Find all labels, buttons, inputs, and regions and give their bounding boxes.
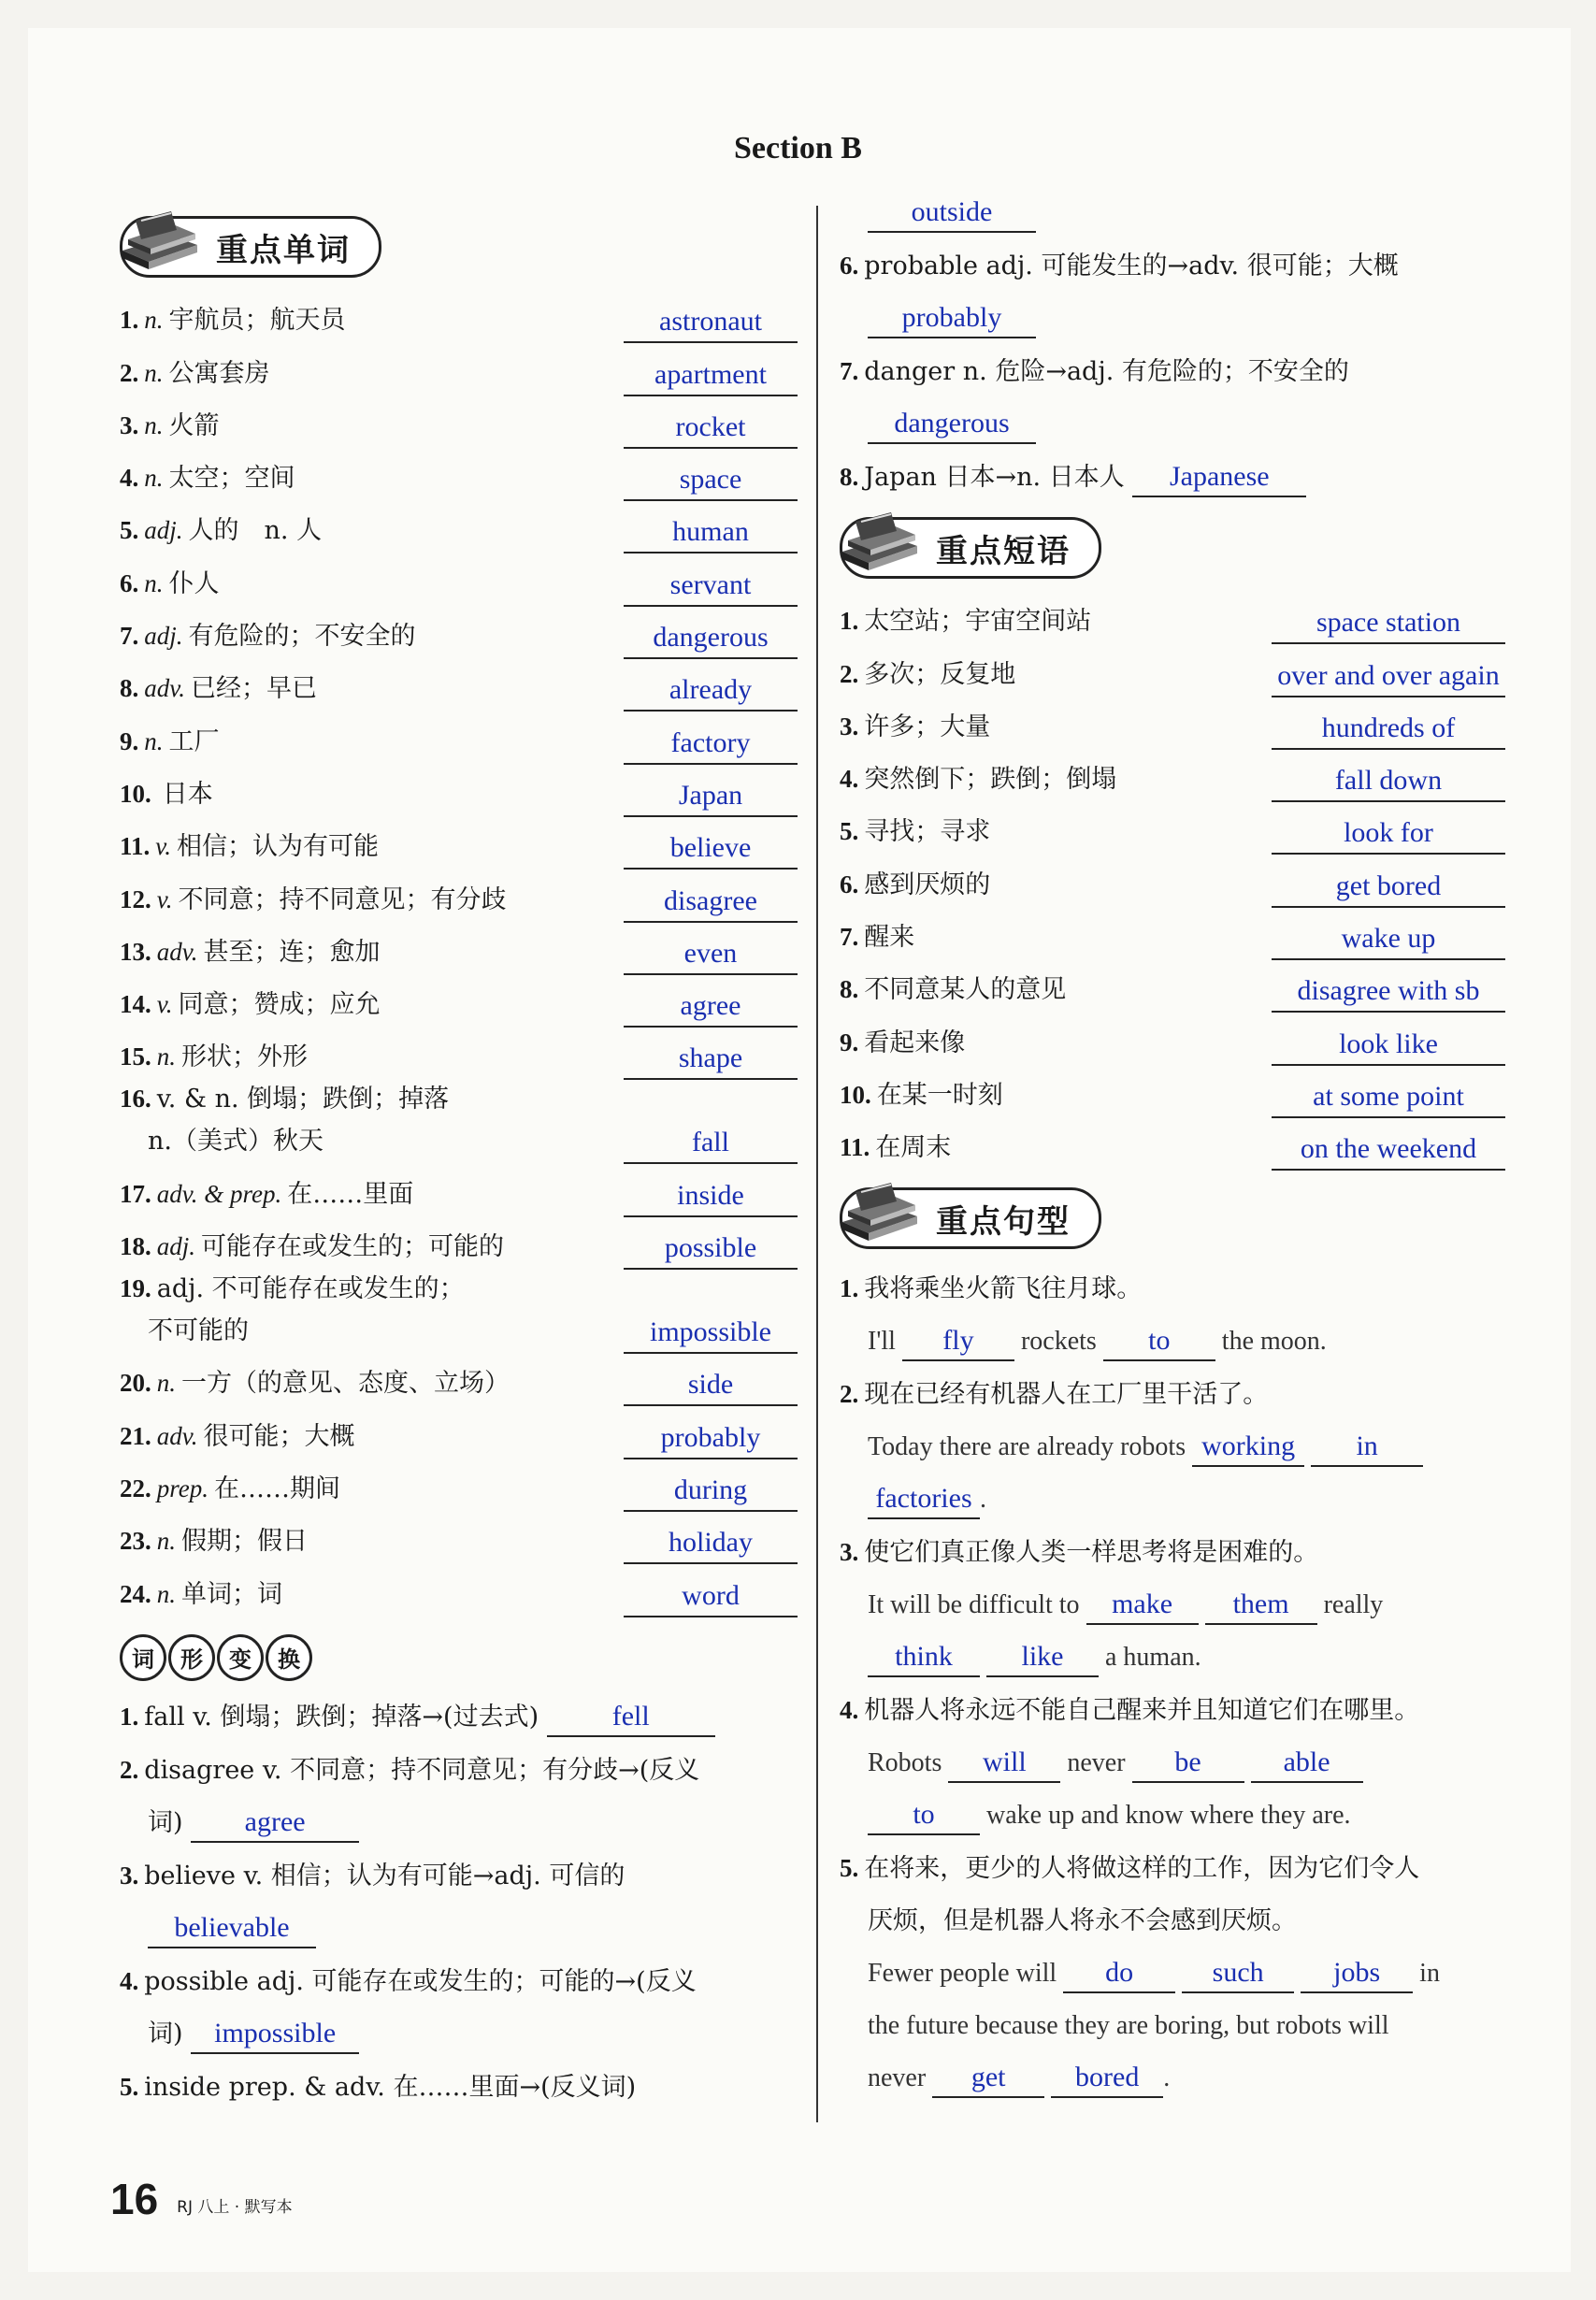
word-label: 18. adj. 可能存在或发生的；可能的 xyxy=(120,1232,505,1262)
word-row xyxy=(120,712,798,764)
word-answer: agree xyxy=(624,990,798,1028)
phrase-row xyxy=(840,1066,1505,1118)
phrase-answer: hundreds of xyxy=(1272,712,1505,750)
sentence-answer: working xyxy=(1192,1428,1304,1467)
books-icon xyxy=(837,1179,923,1248)
transform-item: 5. inside prep. & adv. 在……里面→(反义词) xyxy=(120,2072,637,2102)
transform-item: 2. disagree v. 不同意；持不同意见；有分歧→(反义 xyxy=(120,1755,700,1785)
word-row xyxy=(120,343,798,395)
phrase-row xyxy=(840,908,1505,960)
word-label: 10. 日本 xyxy=(120,779,213,809)
sentence-answer: in xyxy=(1311,1428,1423,1467)
footer-label: RJ 八上 · 默写本 xyxy=(177,2198,293,2217)
phrase-label: 9. 看起来像 xyxy=(840,1028,966,1057)
transform-item xyxy=(840,293,1505,345)
sentence-answer: do xyxy=(1063,1954,1175,1993)
word-answer: believe xyxy=(624,832,798,870)
sentence-answer: fly xyxy=(902,1322,1014,1361)
phrase-row xyxy=(840,750,1505,802)
word-answer: during xyxy=(624,1474,798,1512)
word-answer: disagree xyxy=(624,885,798,923)
word-answer: side xyxy=(624,1369,798,1406)
transform-item: 3. believe v. 相信；认为有可能→adj. 可信的 xyxy=(120,1861,625,1890)
word-label: 21. adv. 很可能；大概 xyxy=(120,1421,355,1451)
word-answer: human xyxy=(624,516,798,553)
phrases-header xyxy=(840,511,1505,584)
word-row xyxy=(120,923,798,975)
word-row xyxy=(120,870,798,922)
word-answer: servant xyxy=(624,569,798,607)
sentences-header xyxy=(840,1182,1505,1255)
word-answer: probably xyxy=(624,1422,798,1459)
phrase-row xyxy=(840,960,1505,1013)
phrase-answer: look for xyxy=(1272,817,1505,855)
word-row xyxy=(120,1512,798,1564)
word-label: 13. adv. 甚至；连；愈加 xyxy=(120,937,381,967)
word-row xyxy=(120,1564,798,1617)
column-divider xyxy=(816,206,818,2122)
words-list-3 xyxy=(120,1354,798,1617)
transform-header xyxy=(120,1625,798,1690)
words-header xyxy=(120,210,798,283)
word-row xyxy=(120,396,798,449)
word-row xyxy=(120,1217,798,1270)
word-label: 15. n. 形状；外形 xyxy=(120,1042,308,1072)
word-row xyxy=(120,449,798,501)
word-row xyxy=(120,607,798,659)
phrase-answer: at some point xyxy=(1272,1081,1505,1118)
sentence-answer: jobs xyxy=(1301,1954,1413,1993)
phrase-answer: wake up xyxy=(1272,923,1505,960)
words-list xyxy=(120,291,798,1080)
phrase-row xyxy=(840,1118,1505,1171)
word-16-answer: fall xyxy=(624,1127,798,1164)
word-label: 4. n. 太空；空间 xyxy=(120,464,295,494)
word-label: 6. n. 仆人 xyxy=(120,568,220,598)
sentence-answer: them xyxy=(1205,1586,1317,1625)
transform-answer: impossible xyxy=(191,2015,359,2054)
word-answer: word xyxy=(624,1580,798,1617)
word-row xyxy=(120,659,798,712)
page-number: 16 xyxy=(110,2175,159,2223)
phrase-label: 7. 醒来 xyxy=(840,923,915,953)
phrase-row xyxy=(840,802,1505,855)
sentence-answer: able xyxy=(1251,1744,1363,1783)
page-footer xyxy=(110,2174,293,2224)
word-label: 14. v. 同意；赞成；应允 xyxy=(120,990,381,1020)
phrases-header-pill xyxy=(840,517,1101,579)
word-label: 3. n. 火箭 xyxy=(120,410,220,440)
transform-char-4: 换 xyxy=(266,1634,312,1681)
transform-answer: probably xyxy=(868,299,1036,338)
transform-answer: believable xyxy=(148,1909,316,1948)
word-answer: inside xyxy=(624,1180,798,1217)
word-answer: already xyxy=(624,674,798,712)
word-19-line1: 19. adj. 不可能存在或发生的； xyxy=(120,1274,465,1304)
transform-item: 词) agree xyxy=(120,1797,798,1849)
word-answer: apartment xyxy=(624,359,798,396)
word-answer: possible xyxy=(624,1232,798,1270)
page-title: Section B xyxy=(734,131,862,165)
transform-list-left xyxy=(120,1690,798,2114)
word-row xyxy=(120,501,798,553)
word-label: 9. n. 工厂 xyxy=(120,726,220,756)
transform-char-1: 词 xyxy=(120,1634,166,1681)
phrase-answer: on the weekend xyxy=(1272,1133,1505,1171)
word-row xyxy=(120,1028,798,1080)
phrase-row xyxy=(840,697,1505,750)
left-column xyxy=(120,210,798,2114)
books-icon xyxy=(837,509,923,578)
word-label: 7. adj. 有危险的；不安全的 xyxy=(120,622,416,652)
sentence-4: 4. 机器人将永远不能自己醒来并且知道它们在哪里。 Robots will never be able to wake up and know where they are. xyxy=(840,1684,1505,1842)
word-answer: factory xyxy=(624,727,798,765)
words-header-label: 重点单词 xyxy=(216,231,351,269)
transform-answer: outside xyxy=(868,194,1036,233)
sentence-answer: such xyxy=(1182,1954,1294,1993)
word-label: 17. adv. & prep. 在……里面 xyxy=(120,1179,414,1209)
sentence-answer: make xyxy=(1086,1586,1199,1625)
sentences-header-pill xyxy=(840,1187,1101,1249)
transform-item: 4. possible adj. 可能存在或发生的；可能的→(反义 xyxy=(120,1966,697,1996)
transform-answer: agree xyxy=(191,1804,359,1843)
sentence-2: 2. 现在已经有机器人在工厂里干活了。 Today there are already robots working in factories . xyxy=(840,1368,1505,1526)
word-19 xyxy=(120,1270,798,1354)
sentence-answer: be xyxy=(1132,1744,1244,1783)
transform-item: 1. fall v. 倒塌；跌倒；掉落→(过去式) fell xyxy=(120,1690,798,1744)
sentence-answer: bored xyxy=(1051,2059,1163,2098)
word-row xyxy=(120,817,798,870)
transform-answer: dangerous xyxy=(868,405,1036,444)
transform-answer: fell xyxy=(547,1698,715,1737)
sentences-list xyxy=(840,1262,1505,2105)
sentence-3: 3. 使它们真正像人类一样思考将是困难的。 It will be difficult to make them really think like a human. xyxy=(840,1526,1505,1684)
word-label: 5. adj. 人的 n. 人 xyxy=(120,516,323,546)
word-label: 24. n. 单词；词 xyxy=(120,1579,282,1609)
transform-answer: Japanese xyxy=(1132,458,1306,497)
transform-char-2: 形 xyxy=(168,1634,215,1681)
phrases-header-label: 重点短语 xyxy=(936,532,1071,570)
sentence-5: 5. 在将来，更少的人将做这样的工作，因为它们令人 厌烦，但是机器人将永不会感到厌烦。 Fewer people will do such jobs in the future because they are boring, but robots will never get bored . xyxy=(840,1842,1505,2105)
phrase-label: 1. 太空站；宇宙空间站 xyxy=(840,607,1092,637)
transform-item xyxy=(840,398,1505,451)
word-16-line1: 16. v. & n. 倒塌；跌倒；掉落 xyxy=(120,1085,450,1114)
sentences-header-label: 重点句型 xyxy=(936,1202,1071,1241)
sentence-answer: like xyxy=(986,1638,1099,1677)
word-label: 23. n. 假期；假日 xyxy=(120,1527,308,1557)
transform-item: 8. Japan 日本→n. 日本人 Japanese xyxy=(840,451,1505,504)
phrase-label: 5. 寻找；寻求 xyxy=(840,817,991,847)
phrase-label: 11. 在周末 xyxy=(840,1133,952,1163)
word-answer: Japan xyxy=(624,780,798,817)
word-19-answer: impossible xyxy=(624,1316,798,1354)
word-answer: even xyxy=(624,938,798,975)
transform-list-right xyxy=(840,187,1505,504)
word-answer: holiday xyxy=(624,1527,798,1564)
phrase-row xyxy=(840,592,1505,644)
word-row xyxy=(120,1459,798,1512)
phrase-answer: space station xyxy=(1272,607,1505,644)
word-row xyxy=(120,765,798,817)
phrases-list xyxy=(840,592,1505,1171)
phrase-answer: fall down xyxy=(1272,765,1505,802)
word-row xyxy=(120,1164,798,1216)
phrase-label: 4. 突然倒下；跌倒；倒塌 xyxy=(840,765,1117,795)
word-row xyxy=(120,1406,798,1459)
word-row xyxy=(120,975,798,1028)
phrase-answer: get bored xyxy=(1272,870,1505,908)
transform-item xyxy=(120,1903,798,1955)
word-answer: shape xyxy=(624,1042,798,1080)
sentence-answer: get xyxy=(932,2059,1044,2098)
word-row xyxy=(120,553,798,606)
word-answer: dangerous xyxy=(624,622,798,659)
sentence-answer: to xyxy=(868,1796,980,1835)
books-icon xyxy=(117,208,203,277)
sentence-answer: factories xyxy=(868,1480,980,1519)
phrase-answer: over and over again xyxy=(1272,660,1505,697)
word-answer: astronaut xyxy=(624,306,798,343)
sentence-answer: think xyxy=(868,1638,980,1677)
word-label: 2. n. 公寓套房 xyxy=(120,358,270,388)
word-answer: space xyxy=(624,464,798,501)
word-label: 8. adv. 已经；早已 xyxy=(120,674,317,704)
phrase-label: 2. 多次；反复地 xyxy=(840,659,1016,689)
phrase-label: 6. 感到厌烦的 xyxy=(840,870,991,899)
word-row xyxy=(120,291,798,343)
word-16-line2: n.（美式）秋天 xyxy=(148,1127,324,1157)
transform-char-3: 变 xyxy=(217,1634,264,1681)
transform-item: 6. probable adj. 可能发生的→adv. 很可能；大概 xyxy=(840,252,1399,280)
phrase-row xyxy=(840,644,1505,697)
phrase-answer: disagree with sb xyxy=(1272,975,1505,1013)
phrase-answer: look like xyxy=(1272,1028,1505,1066)
phrase-label: 10. 在某一时刻 xyxy=(840,1080,1003,1110)
phrase-label: 3. 许多；大量 xyxy=(840,712,991,741)
sentence-answer: to xyxy=(1103,1322,1215,1361)
word-label: 20. n. 一方（的意见、态度、立场） xyxy=(120,1369,510,1399)
phrase-label: 8. 不同意某人的意见 xyxy=(840,975,1067,1005)
word-label: 1. n. 宇航员；航天员 xyxy=(120,306,346,336)
word-19-line2: 不可能的 xyxy=(148,1316,249,1346)
words-list-2 xyxy=(120,1164,798,1270)
phrase-row xyxy=(840,1013,1505,1065)
transform-item xyxy=(840,187,1505,239)
words-header-pill xyxy=(120,216,381,278)
sentence-1: 1. 我将乘坐火箭飞往月球。 I'll fly rockets to the moon. xyxy=(840,1262,1505,1368)
word-16 xyxy=(120,1080,798,1164)
transform-item: 7. danger n. 危险→adj. 有危险的；不安全的 xyxy=(840,357,1349,386)
sentence-answer: will xyxy=(948,1744,1060,1783)
word-label: 22. prep. 在……期间 xyxy=(120,1473,340,1503)
word-answer: rocket xyxy=(624,411,798,449)
transform-item: 词) impossible xyxy=(120,2008,798,2061)
word-label: 12. v. 不同意；持不同意见；有分歧 xyxy=(120,884,507,914)
phrase-row xyxy=(840,855,1505,907)
word-row xyxy=(120,1354,798,1406)
word-label: 11. v. 相信；认为有可能 xyxy=(120,832,379,862)
right-column xyxy=(840,187,1505,2105)
